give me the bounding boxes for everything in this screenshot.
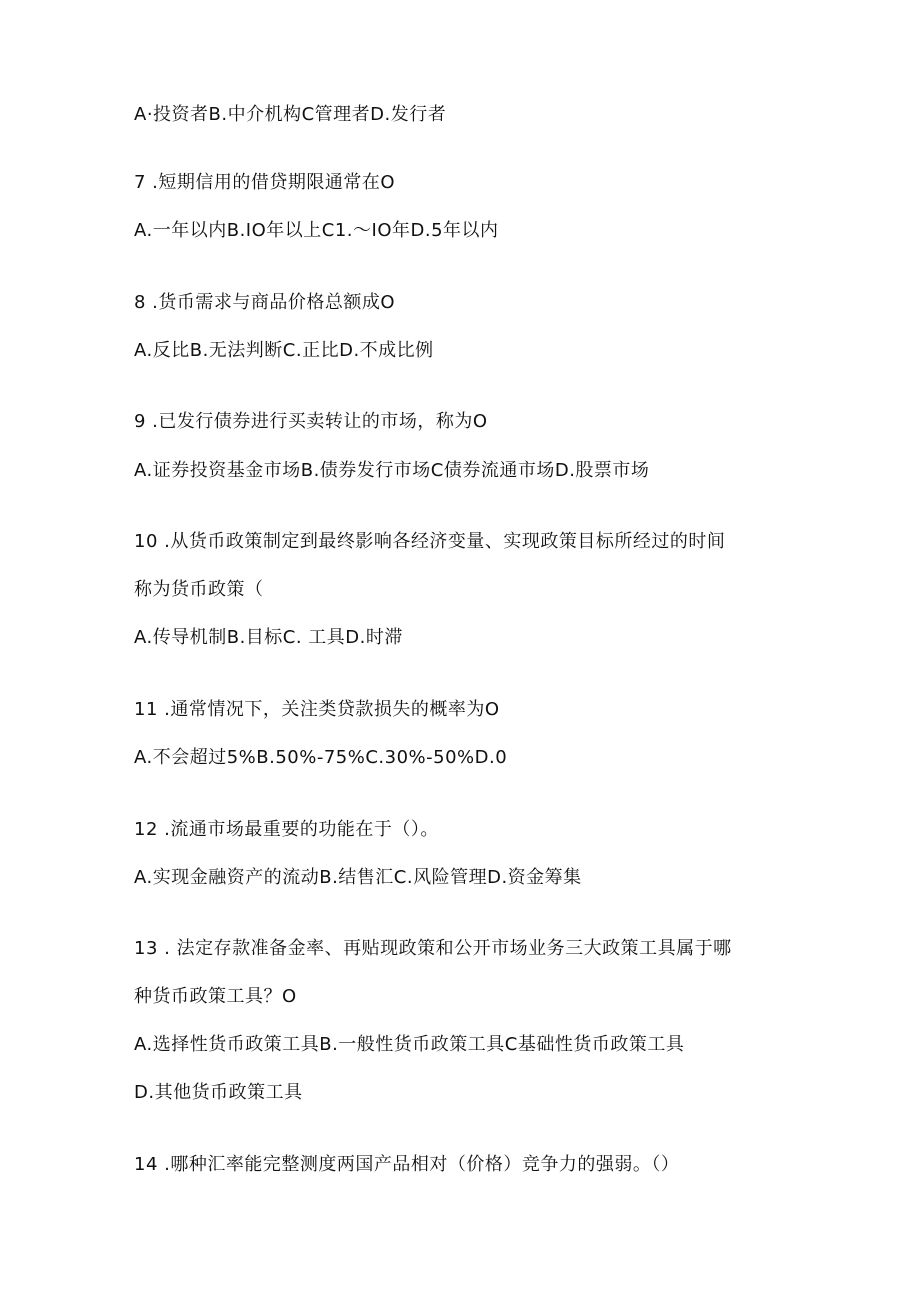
answer-options-q10: A.传导机制B.目标C. 工具D.时滞 (134, 627, 403, 648)
question-12: 12 .流通市场最重要的功能在于（）。 (134, 819, 439, 840)
answer-options-q6: A·投资者B.中介机构C管理者D.发行者 (134, 104, 447, 125)
answer-options-q12: A.实现金融资产的流动B.结售汇C.风险管理D.资金筹集 (134, 867, 582, 888)
question-10-continued: 称为货币政策（ (134, 579, 264, 600)
answer-options-q9: A.证券投资基金市场B.债券发行市场C债券流通市场D.股票市场 (134, 460, 650, 481)
answer-options-q13-continued: D.其他货币政策工具 (134, 1082, 303, 1103)
answer-options-q13: A.选择性货币政策工具B.一般性货币政策工具C基础性货币政策工具 (134, 1034, 685, 1055)
answer-options-q8: A.反比B.无法判断C.正比D.不成比例 (134, 340, 434, 361)
question-11: 11 .通常情况下，关注类贷款损失的概率为O (134, 699, 500, 720)
question-7: 7 .短期信用的借贷期限通常在O (134, 172, 396, 193)
question-14: 14 .哪种汇率能完整测度两国产品相对（价格）竞争力的强弱。（） (134, 1154, 680, 1175)
question-13-continued: 种货币政策工具？O (134, 986, 297, 1007)
question-13: 13 . 法定存款准备金率、再贴现政策和公开市场业务三大政策工具属于哪 (134, 938, 732, 959)
question-9: 9 .已发行债券进行买卖转让的市场，称为O (134, 411, 488, 432)
answer-options-q7: A.一年以内B.IO年以上C1.～IO年D.5年以内 (134, 220, 499, 241)
answer-options-q11: A.不会超过5%B.50%-75%C.30%-50%D.0 (134, 747, 508, 768)
question-10: 10 .从货币政策制定到最终影响各经济变量、实现政策目标所经过的时间 (134, 531, 726, 552)
question-8: 8 .货币需求与商品价格总额成O (134, 292, 396, 313)
